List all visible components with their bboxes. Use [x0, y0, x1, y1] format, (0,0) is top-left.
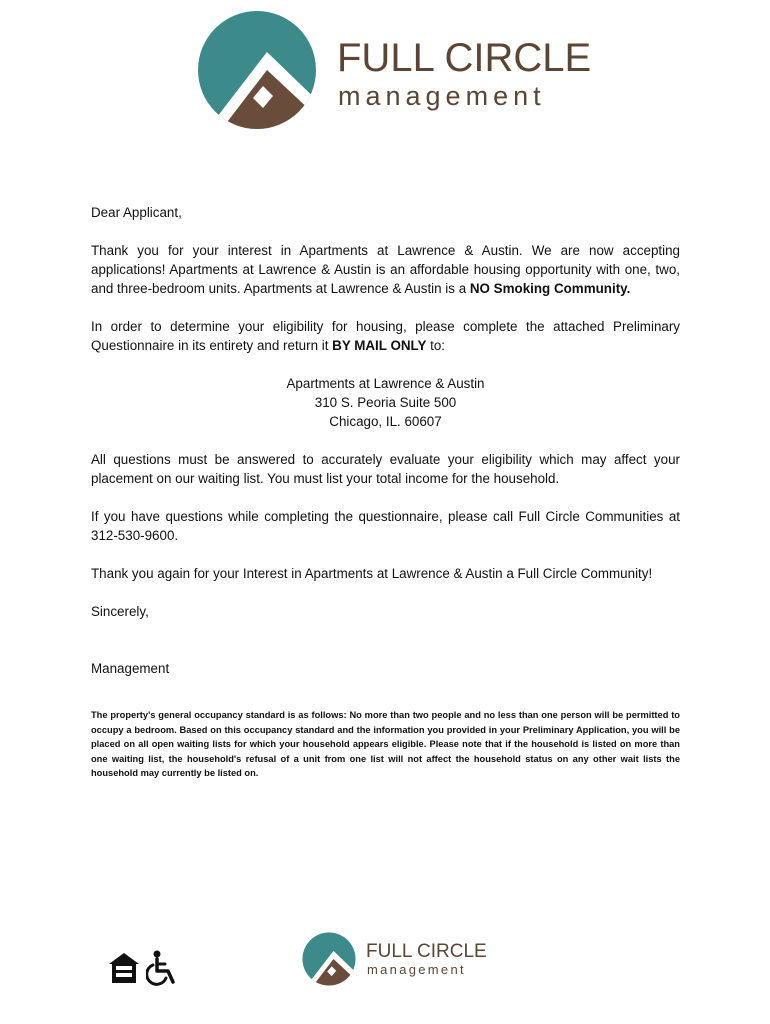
letter-body	[91, 203, 680, 781]
signature: Management	[91, 661, 170, 676]
address-line-3: Chicago, IL. 60607	[329, 414, 442, 429]
footer-logo-wordmark: FULL CIRCLE	[366, 941, 487, 962]
full-circle-logo-icon	[197, 10, 317, 130]
mail-only-notice: BY MAIL ONLY	[332, 338, 427, 353]
equal-housing-opportunity-icon	[108, 952, 140, 984]
paragraph-contact: If you have questions while completing the questionnaire, please call Full Circle Communities at 312-530-9600.	[91, 509, 680, 543]
paragraph-questions: All questions must be answered to accurately evaluate your eligibility which may affect your placement on our waiting list. You must list your total income for the household.	[91, 452, 680, 486]
address-line-1: Apartments at Lawrence & Austin	[286, 376, 485, 391]
paragraph-instructions	[91, 317, 680, 355]
wheelchair-accessible-icon	[146, 950, 180, 986]
salutation: Dear Applicant,	[91, 205, 182, 220]
no-smoking-notice: NO Smoking Community.	[469, 281, 631, 296]
mailing-address	[91, 374, 680, 431]
logo-subtitle: management	[338, 81, 546, 111]
paragraph-intro-text: Thank you for your interest in Apartments at Lawrence & Austin. We are now accepting applications! Apartments at Lawrence & Austin is an affordable housing opportunity with one, two, and three-bedroom units. Apartments at Lawrence & Austin is a	[91, 243, 680, 296]
header-logo	[197, 10, 597, 130]
paragraph-thanks: Thank you again for your Interest in Apartments at Lawrence & Austin a Full Circle Community!	[91, 566, 653, 581]
footer-logo-subtitle: management	[367, 962, 466, 977]
closing: Sincerely,	[91, 604, 149, 619]
paragraph-intro	[91, 241, 680, 298]
paragraph-instructions-tail: to:	[426, 338, 446, 353]
footer-logo	[302, 932, 502, 988]
occupancy-footnote: The property's general occupancy standard is as follows: No more than two people and no less than one person will be permitted to occupy a bedroom. Based on this occupancy standard and the information you provided in your Preliminary Application, you will be placed on all open waiting lists for which your household appears eligible. Please note that if the household is listed on more than one waiting list, the household's refusal of a unit from one list will not affect the household status on any other wait lists the household may currently be listed on.	[91, 710, 680, 778]
logo-wordmark: FULL CIRCLE	[337, 36, 592, 80]
paragraph-instructions-text: In order to determine your eligibility for housing, please complete the attached Preliminary Questionnaire in its entirety and return it	[91, 319, 680, 353]
address-line-2: 310 S. Peoria Suite 500	[314, 395, 457, 410]
full-circle-logo-icon	[302, 932, 356, 986]
